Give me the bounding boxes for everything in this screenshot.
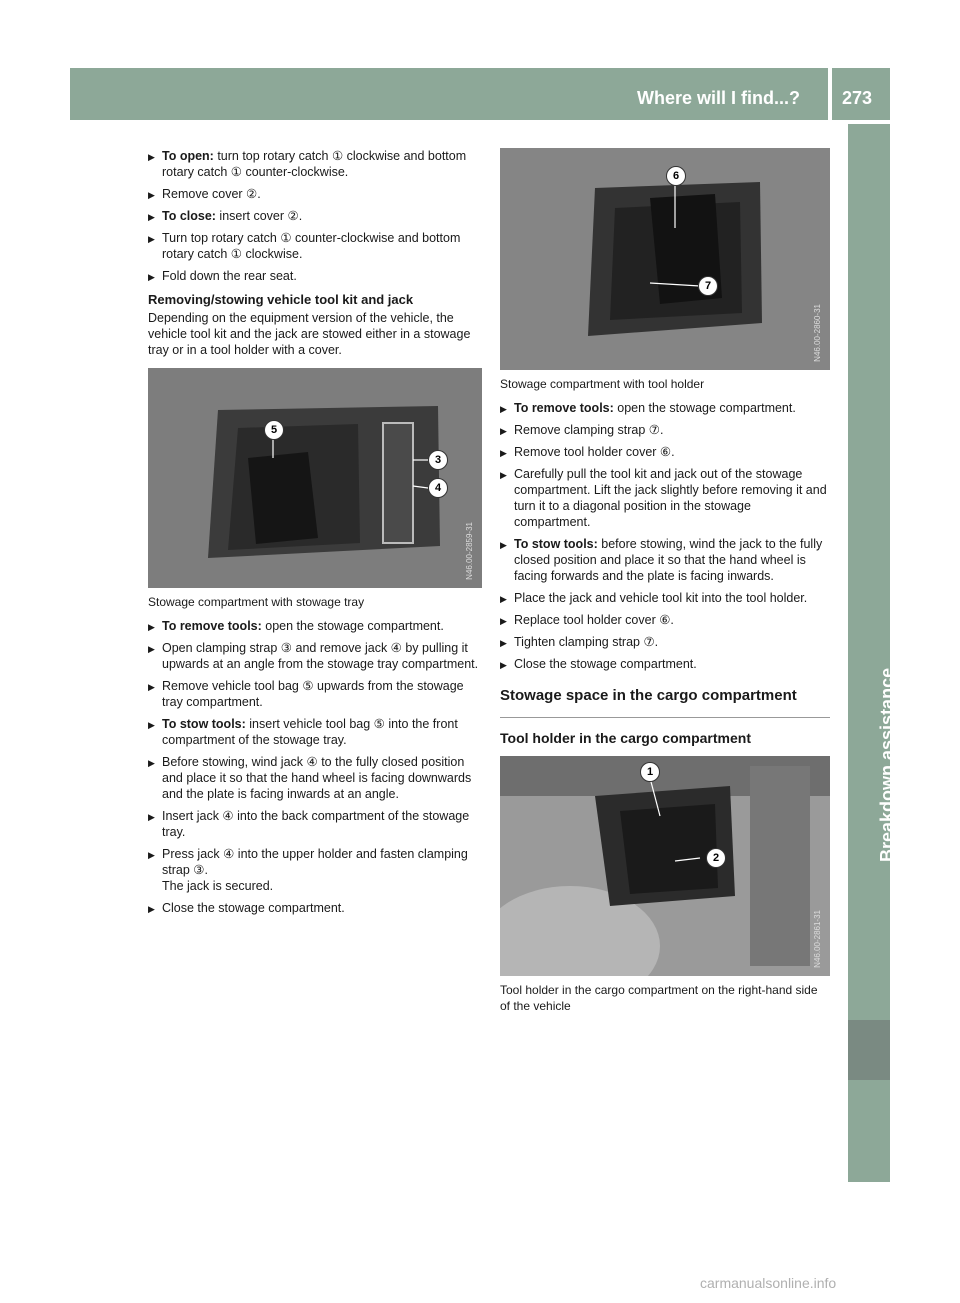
cargo-tool-holder-illustration [500,756,830,976]
tray-steps [148,618,482,916]
tool-holder-illustration [500,148,830,370]
page-header-title: Where will I find...? [636,88,800,108]
instruction-step: ▶ Insert jack ④ into the back compartment of the stowage tray. [148,808,482,840]
instruction-step: ▶ Close the stowage compartment. [148,900,482,916]
instruction-step: ▶ Fold down the rear seat. [148,268,482,284]
section-divider [500,717,830,718]
holder-steps [500,400,830,672]
section-heading: Stowage space in the cargo compartment [500,687,797,704]
intro-steps [148,148,482,284]
instruction-step: ▶ To stow tools: insert vehicle tool bag ⑤ into the front compartment of the stowage tray. [148,716,482,748]
instruction-step: ▶ To remove tools: open the stowage compartment. [148,618,482,634]
page-number: 273 [842,88,873,108]
instruction-step: ▶ Remove tool holder cover ⑥. [500,444,830,460]
step-result: The jack is secured. [162,879,274,893]
figure-caption: Stowage compartment with stowage tray [148,595,365,609]
instruction-step: ▶ To open: turn top rotary catch ① clockwise and bottom rotary catch ① counter-clockwise. [148,148,482,180]
instruction-step: ▶ Open clamping strap ③ and remove jack ④ by pulling it upwards at an angle from the stowage tray compartment. [148,640,482,672]
callout-6: 6 [666,166,686,186]
callout-3: 3 [428,450,448,470]
sub-heading: Tool holder in the cargo compartment [500,730,751,746]
watermark-link[interactable]: carmanualsonline.info [700,1275,837,1291]
figure-code: N46.00-2860-31 [813,304,822,362]
stowage-tray-photo [148,368,482,588]
right-column [500,148,830,1022]
callout-4: 4 [428,478,448,498]
cargo-tool-holder-photo [500,756,830,976]
callout-1: 1 [640,762,660,782]
instruction-step: ▶ To stow tools: before stowing, wind the jack to the fully closed position and place it so that the hand wheel is facing forwards and the plate is facing inwards. [500,536,830,584]
instruction-step: ▶ Tighten clamping strap ⑦. [500,634,830,650]
section-tab-label-wrap [855,562,897,862]
instruction-step: ▶ Before stowing, wind jack ④ to the fully closed position and place it so that the hand wheel is facing downwards and the plate is facing inwards at an angle. [148,754,482,802]
body-paragraph: Depending on the equipment version of the vehicle, the vehicle tool kit and the jack are stowed either in a stowage tray or in a tool holder with a cover. [148,311,471,357]
instruction-step: ▶ Replace tool holder cover ⑥. [500,612,830,628]
instruction-step: ▶ Remove cover ②. [148,186,482,202]
header-separator [828,68,832,120]
callout-7: 7 [698,276,718,296]
callout-5: 5 [264,420,284,440]
section-heading: Removing/stowing vehicle tool kit and jack [148,292,414,307]
left-column [148,148,482,922]
figure-caption: Stowage compartment with tool holder [500,377,705,391]
callout-2: 2 [706,848,726,868]
instruction-step: ▶ Place the jack and vehicle tool kit into the tool holder. [500,590,830,606]
instruction-step: ▶ To remove tools: open the stowage compartment. [500,400,830,416]
section-tab-marker [848,1020,890,1080]
section-tab-label: Breakdown assistance [877,667,897,862]
instruction-step: ▶ Remove clamping strap ⑦. [500,422,830,438]
instruction-step: ▶ Carefully pull the tool kit and jack out of the stowage compartment. Lift the jack slightly before removing it and turn it to a diagonal position in the stowage compartment. [500,466,830,530]
instruction-step: ▶ Turn top rotary catch ① counter-clockwise and bottom rotary catch ① clockwise. [148,230,482,262]
instruction-step: ▶ Remove vehicle tool bag ⑤ upwards from the stowage tray compartment. [148,678,482,710]
instruction-step: ▶ Press jack ④ into the upper holder and fasten clamping strap ③. The jack is secured. [148,846,482,894]
figure-caption: Tool holder in the cargo compartment on the right-hand side of the vehicle [500,983,818,1013]
figure-code: N46.00-2859-31 [465,522,474,580]
instruction-step: ▶ To close: insert cover ②. [148,208,482,224]
tool-holder-photo [500,148,830,370]
figure-code: N46.00-2861-31 [813,910,822,968]
stowage-tray-illustration [148,368,482,588]
instruction-step: ▶ Close the stowage compartment. [500,656,830,672]
